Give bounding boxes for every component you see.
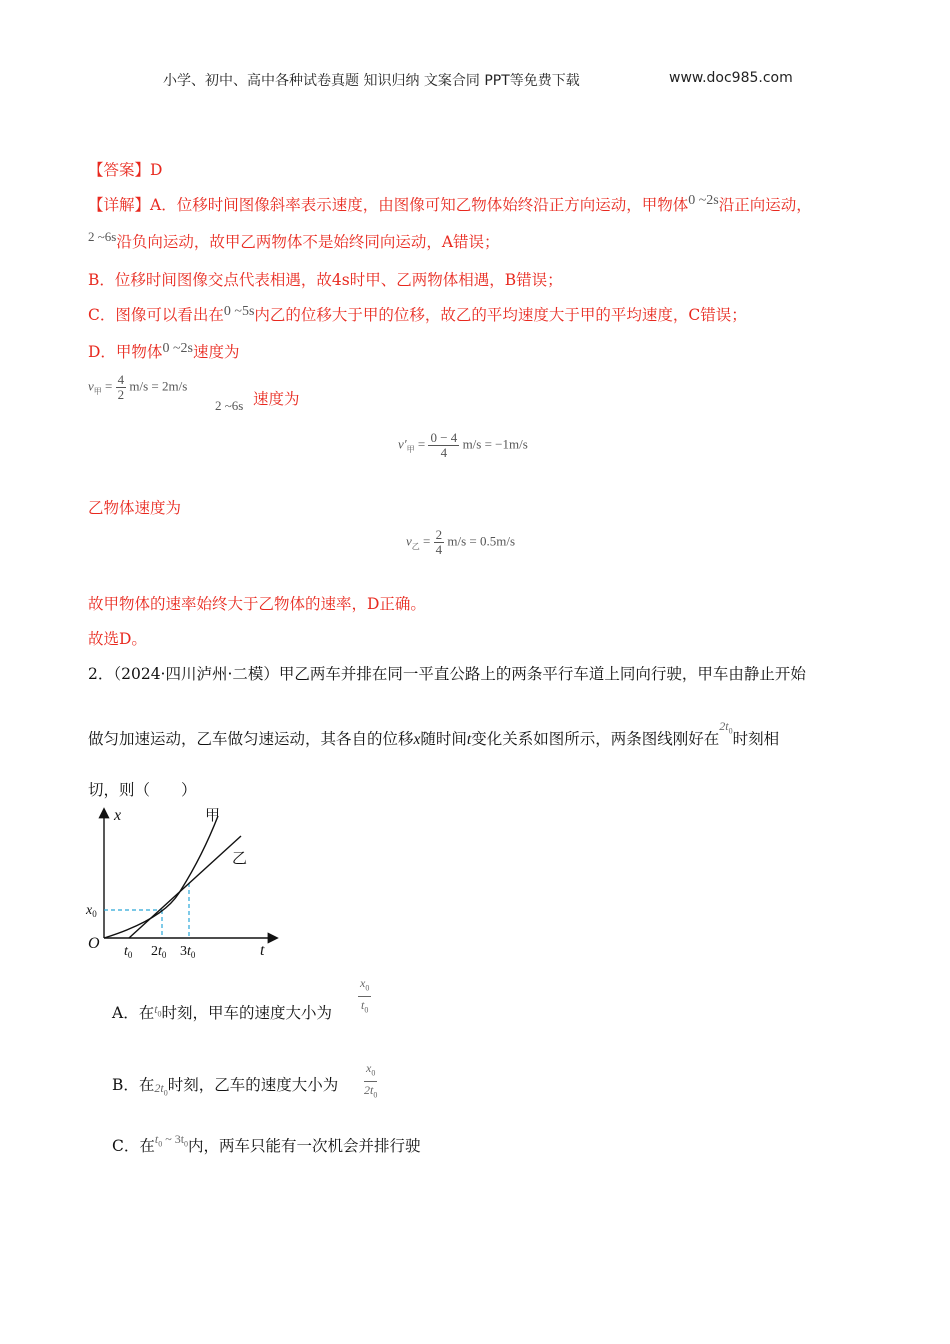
- option-A-den-sub: 0: [364, 1005, 369, 1015]
- detail-B-line: B．位移时间图像交点代表相遇，故4s时甲、乙两物体相遇，B错误；: [88, 271, 563, 289]
- option-C-pre: C．在: [112, 1137, 155, 1155]
- detail-C-pre: C．图像可以看出在: [88, 306, 224, 324]
- eq3-rhs: m/s = 0.5m/s: [447, 533, 516, 549]
- option-A-sub: 0: [157, 1009, 162, 1019]
- t0-tick-label: $t_0$: [124, 944, 133, 960]
- option-A-pre: A．在: [112, 1004, 155, 1022]
- option-A-den: t: [360, 998, 365, 1013]
- detail-A-post: 沿负向运动，故甲乙两物体不是始终同向运动，A错误；: [116, 233, 500, 251]
- eq2-rhs: m/s = −1m/s: [462, 436, 528, 452]
- option-B-sym: 2t: [154, 1081, 164, 1095]
- eq3-num: 2: [435, 527, 443, 542]
- option-C[interactable]: [112, 1134, 421, 1156]
- eq2-num: 0 − 4: [430, 430, 458, 445]
- detail-D-post: 速度为: [192, 343, 240, 361]
- question2-line3: 切，则（ ）: [88, 781, 197, 799]
- eq3-lhs: v: [406, 533, 412, 549]
- option-B-sub: 0: [163, 1088, 168, 1098]
- yi-line: 乙物体速度为: [88, 499, 182, 517]
- eq1-sub: 甲: [93, 387, 102, 397]
- choice-line: 故选D。: [88, 630, 147, 648]
- jia-label: 甲: [205, 806, 221, 824]
- eq2-den: 4: [440, 445, 448, 460]
- xt-graph: [84, 800, 294, 965]
- eq2-fraction: [428, 431, 459, 460]
- detail-A-text: A．位移时间图像斜率表示速度，由图像可知乙物体始终沿正方向运动，甲物体: [150, 196, 689, 214]
- eq2-lhs: v′: [398, 436, 407, 452]
- option-C-sub2: 0: [184, 1139, 189, 1149]
- option-C-post: 内，两车只能有一次机会并排行驶: [188, 1137, 421, 1155]
- eq1-range: 2 ~6s: [215, 398, 244, 413]
- eq1-rhs: m/s = 2m/s: [129, 378, 188, 394]
- q2-sub: 0: [728, 726, 733, 736]
- detail-C-line: [88, 303, 747, 325]
- t-axis-label: t: [260, 942, 265, 959]
- 3t0-tick-label: $3t_0$: [180, 944, 196, 960]
- option-A-mid: 时刻，甲车的速度大小为: [161, 1004, 333, 1022]
- option-A-fraction: [358, 975, 371, 1019]
- eq2-sub: 甲: [406, 445, 415, 455]
- eq1-num: 4: [117, 372, 125, 387]
- q2-sym: 2t: [719, 719, 729, 733]
- origin-label: O: [88, 935, 100, 952]
- eq1-lhs: v: [88, 378, 94, 394]
- 2t0-tick-label: $2t_0$: [151, 944, 167, 960]
- option-A-num: x: [360, 976, 366, 990]
- x-axis-label: x: [114, 807, 122, 824]
- eq1-den: 2: [117, 387, 125, 402]
- detail-A-range2: 2 ~6s: [88, 229, 117, 244]
- detail-A-range1: 0 ~2s: [688, 193, 719, 208]
- detail-C-post: 内乙的位移大于甲的位移，故乙的平均速度大于甲的平均速度，C错误；: [254, 306, 747, 324]
- option-B-mid: 时刻，乙车的速度大小为: [167, 1076, 339, 1094]
- q2-pre: 做匀加速运动，乙车做匀速运动，其各自的位移: [88, 730, 414, 748]
- eq1-fraction: [116, 373, 127, 402]
- eq3-sub: 乙: [411, 542, 420, 552]
- x0-tick-label: $x_0$: [86, 903, 97, 919]
- q2-mid2: 变化关系如图所示，两条图线刚好在: [471, 730, 720, 748]
- question2-line1: 2．（2024·四川泸州·二模）甲乙两车并排在同一平直公路上的两条平行车道上同向行驶，甲车由静止开始: [88, 665, 806, 683]
- option-C-sym2: ~ 3t: [162, 1132, 185, 1146]
- question2-line2: [88, 719, 780, 749]
- option-B-pre: B．在: [112, 1076, 155, 1094]
- eq1-tail: 速度为: [253, 390, 300, 408]
- conclusion-line: 故甲物体的速率始终大于乙物体的速率，D正确。: [88, 595, 426, 613]
- answer-label: 【答案】: [88, 161, 151, 179]
- detail-D-line: [88, 340, 239, 362]
- line-yi: [129, 836, 241, 938]
- answer-line: [88, 158, 162, 180]
- equation-2: $v'_甲$ = $\frac{0 - 4}{4}$ m/s = −1m/s: [398, 430, 528, 460]
- detail-D-range: 0 ~2s: [162, 341, 193, 356]
- answer-value: D: [150, 161, 163, 179]
- eq3-fraction: [434, 528, 445, 557]
- option-A-num-sub: 0: [365, 983, 370, 993]
- option-A[interactable]: [112, 1001, 332, 1023]
- option-B-num: x: [366, 1061, 372, 1075]
- q2-t: t: [466, 731, 472, 748]
- q2-x: x: [413, 731, 421, 748]
- header-url[interactable]: www.doc985.com: [669, 70, 793, 86]
- option-B[interactable]: [112, 1073, 339, 1098]
- option-B-fraction: [364, 1060, 377, 1104]
- yi-label: 乙: [232, 849, 248, 867]
- detail-label: 【详解】: [88, 196, 151, 214]
- detail-A-line1: [88, 193, 812, 215]
- option-B-num-sub: 0: [371, 1068, 376, 1078]
- detail-D-pre: D．甲物体: [88, 343, 163, 361]
- detail-A-line2: [88, 230, 500, 252]
- eq3-den: 4: [435, 542, 443, 557]
- option-C-sub: 0: [158, 1139, 163, 1149]
- option-B-den-sub: 0: [373, 1090, 378, 1100]
- option-C-sym: t: [154, 1132, 159, 1146]
- option-B-den: 2t: [364, 1083, 374, 1098]
- equation-3: $v_乙$ = $\frac{2}{4}$ m/s = 0.5m/s: [406, 527, 516, 557]
- q2-post: 时刻相: [732, 730, 780, 748]
- option-A-sym: t: [154, 1002, 158, 1016]
- detail-C-range: 0 ~5s: [223, 304, 255, 319]
- equation-1: $v_甲$ = $\frac{4}{2}$ m/s = 2m/s: [88, 372, 188, 402]
- curve-jia: [104, 816, 218, 938]
- q2-mid1: 随时间: [420, 730, 467, 748]
- header-title: 小学、初中、高中各种试卷真题 知识归纳 文案合同 PPT等免费下载: [163, 73, 580, 89]
- detail-A-mid: 沿正向运动，: [718, 196, 812, 214]
